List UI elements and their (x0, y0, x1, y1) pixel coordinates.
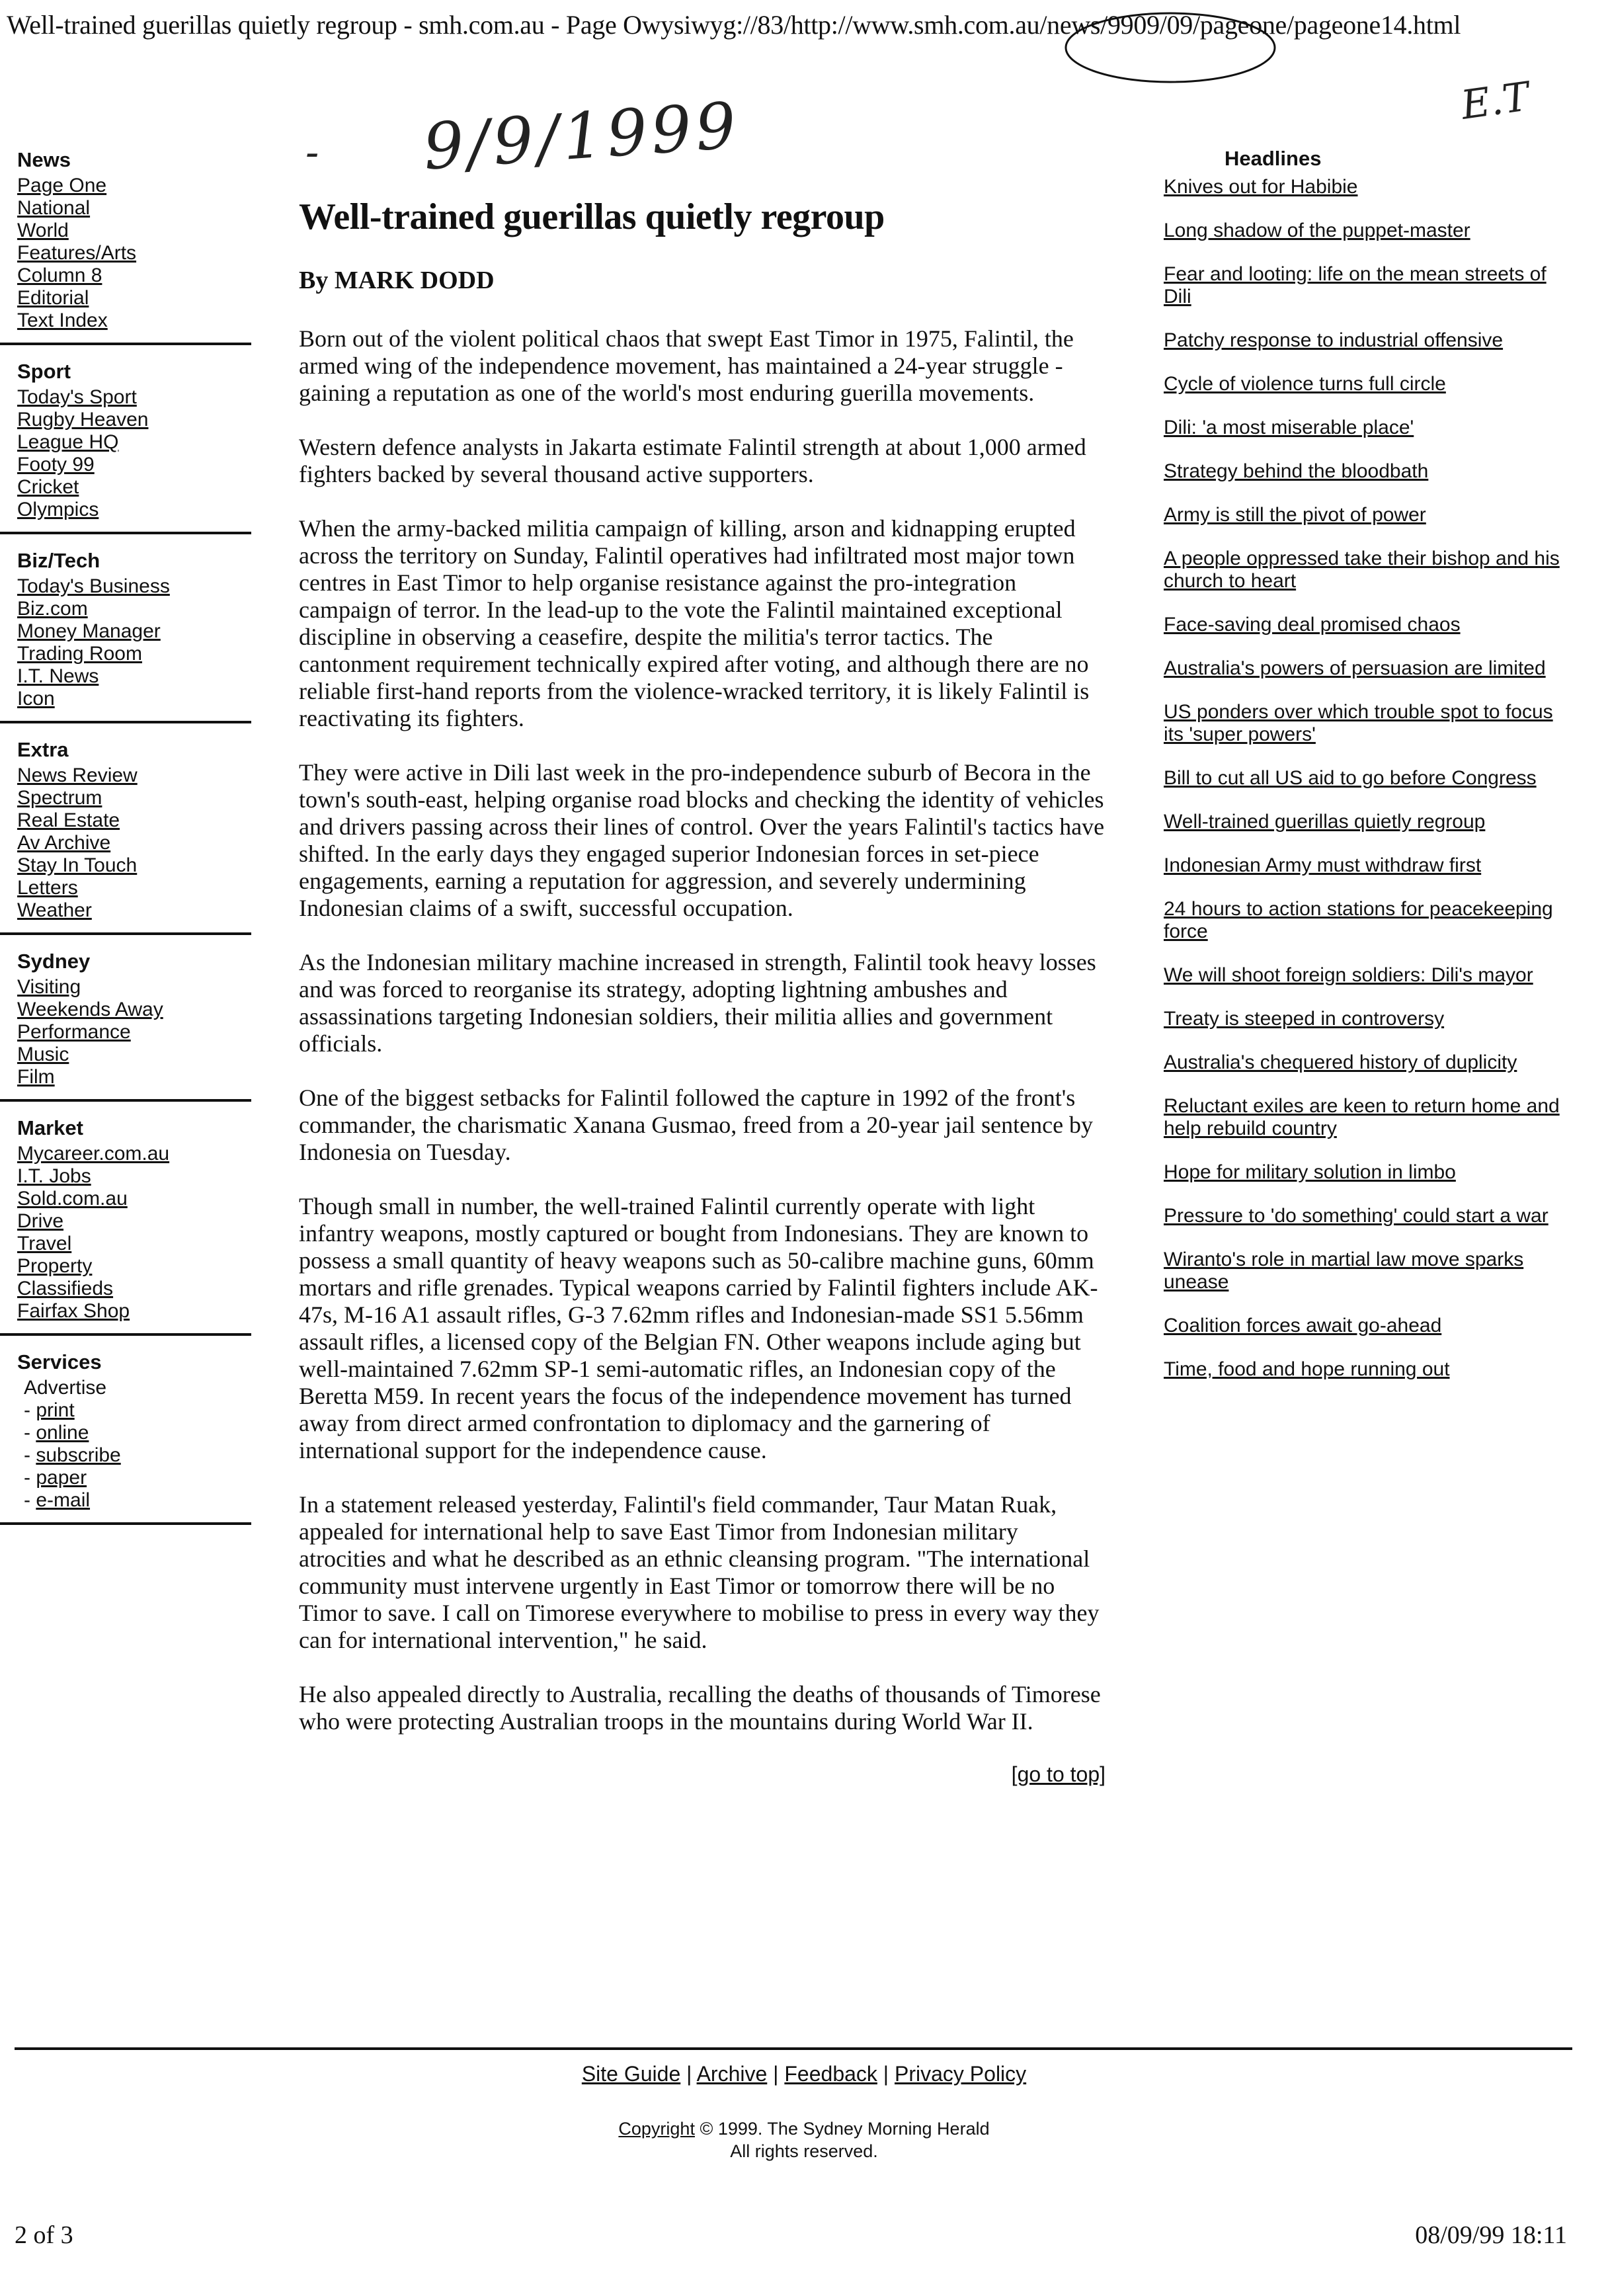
handwritten-circle-mark (1061, 7, 1279, 86)
headline-link[interactable]: Knives out for Habibie (1164, 176, 1358, 198)
nav-link-news-review[interactable]: News Review (17, 764, 138, 786)
nav-link-stay-in-touch[interactable]: Stay In Touch (17, 854, 138, 876)
headline-link[interactable]: Bill to cut all US aid to go before Congress (1164, 767, 1537, 789)
headline-link[interactable]: Hope for military solution in limbo (1164, 1161, 1456, 1183)
article-paragraph: As the Indonesian military machine increased in strength, Falintil took heavy losses and was forced to reorganise its strategy, adopting lightning ambushes and assassinations targeting Indonesian soldiers, their militia allies and government officials. (299, 949, 1096, 1057)
nav-link-print[interactable]: print (36, 1399, 75, 1421)
article-paragraph: Western defence analysts in Jakarta estimate Falintil strength at about 1,000 armed fighters backed by several thousand active supporters. (299, 434, 1086, 487)
nav-link-property[interactable]: Property (17, 1255, 93, 1277)
article-paragraph: He also appealed directly to Australia, recalling the deaths of thousands of Timorese who were protecting Australian troops in the mountains during World War II. (299, 1681, 1101, 1735)
headline-link[interactable]: Pressure to 'do something' could start a war (1164, 1205, 1548, 1227)
nav-link-paper[interactable]: paper (36, 1467, 87, 1489)
nav-link-trading-room[interactable]: Trading Room (17, 643, 142, 665)
article-paragraph: In a statement released yesterday, Falintil's field commander, Taur Matan Ruak, appealed for international help to save East Timor from Indonesian military atrocities and what he described as an ethnic cleansing program. "The international community must intervene urgently in East Timor or tomorrow there will be no Timor to save. I call on Timorese everywhere to mobilise to press in every way they can for international intervention," he said. (299, 1491, 1100, 1653)
nav-link-national[interactable]: National (17, 197, 91, 219)
footer-separator: | (767, 2062, 785, 2086)
nav-link-features-arts[interactable]: Features/Arts (17, 242, 137, 264)
headline-link[interactable]: 24 hours to action stations for peacekeeping force (1164, 898, 1553, 942)
copyright-link[interactable]: Copyright (618, 2119, 695, 2139)
headline-link[interactable]: Australia's chequered history of duplicity (1164, 1051, 1517, 1073)
footer-links (0, 2062, 1608, 2086)
nav-link-cricket[interactable]: Cricket (17, 476, 79, 498)
nav-link-league-hq[interactable]: League HQ (17, 431, 119, 453)
nav-link-mycareer[interactable]: Mycareer.com.au (17, 1143, 170, 1165)
nav-link-world[interactable]: World (17, 220, 69, 241)
copyright-line (0, 2117, 1608, 2140)
nav-link-real-estate[interactable]: Real Estate (17, 809, 120, 831)
nav-link-editorial[interactable]: Editorial (17, 287, 89, 309)
nav-section-sport (0, 357, 251, 534)
article-paragraph: Though small in number, the well-trained Falintil currently operate with light infantry weapons, mostly captured or bought from Indonesians. They are known to possess a small quantity of heavy weapons such as 50-calibre machine guns, 60mm mortars and rifle grenades. Typical weapons carried by Falintil fighters include AK-47s, M-16 A1 assault rifles, G-3 7.62mm rifles and Indonesian-made SS1 5.56mm assault rifles, a licensed copy of the Belgian FN. Other weapons include aging but well-maintained 7.62mm SP-1 semi-automatic rifles, an Indonesian copy of the Beretta M59. In recent years the focus of the independence movement has turned away from direct armed confrontation to diplomacy and the garnering of international support for the independence cause. (299, 1193, 1098, 1463)
article (299, 196, 1106, 1786)
nav-subitem (0, 1399, 251, 1422)
article-paragraph: One of the biggest setbacks for Falintil followed the capture in 1992 of the front's commander, the charismatic Xanana Gusmao, freed from a 20-year jail sentence by Indonesia on Tuesday. (299, 1085, 1094, 1165)
nav-link-letters[interactable]: Letters (17, 877, 78, 899)
headline-link[interactable]: Long shadow of the puppet-master (1164, 220, 1470, 241)
footer-separator: | (877, 2062, 895, 2086)
nav-link-classifieds[interactable]: Classifieds (17, 1278, 114, 1299)
nav-link-it-news[interactable]: I.T. News (17, 665, 99, 687)
article-paragraph: When the army-backed militia campaign of killing, arson and kidnapping erupted across the territory on Sunday, Falintil operatives had infiltrated most major town centres in East Timor to help organise resistance against the pro-integration campaign of terror. In the lead-up to the vote the Falintil maintained exceptional discipline in observing a ceasefire, despite the militia's terror tactics. The cantonment requirement technically expired after voting, and although there are no reliable first-hand reports from the violence-wracked territory, it is likely Falintil is reactivating its fighters. (299, 515, 1090, 731)
nav-heading: News (17, 148, 71, 171)
nav-section-services (0, 1348, 251, 1525)
headline-link[interactable]: Wiranto's role in martial law move sparks unease (1164, 1249, 1524, 1293)
nav-section-market (0, 1114, 251, 1336)
nav-link-weekends-away[interactable]: Weekends Away (17, 999, 163, 1020)
nav-link-e-mail[interactable]: e-mail (36, 1489, 91, 1511)
headlines-title: Headlines (1225, 147, 1322, 170)
handwritten-date: 9/9/1999 (421, 88, 743, 184)
nav-link-olympics[interactable]: Olympics (17, 499, 99, 520)
nav-section-biztech (0, 546, 251, 723)
headline-link[interactable]: Patchy response to industrial offensive (1164, 329, 1504, 351)
footer-divider (15, 2047, 1572, 2050)
nav-sub-dash: - (24, 1444, 30, 1466)
headline-link[interactable]: US ponders over which trouble spot to focus its 'super powers' (1164, 701, 1553, 745)
headline-link[interactable]: Army is still the pivot of power (1164, 504, 1426, 526)
print-page-number: 2 of 3 (15, 2221, 73, 2249)
copyright-notice (0, 2117, 1608, 2162)
headline-link[interactable]: We will shoot foreign soldiers: Dili's mayor (1164, 964, 1533, 986)
nav-heading: Sydney (17, 950, 91, 973)
footer-link-site-guide[interactable]: Site Guide (581, 2062, 681, 2086)
headline-link[interactable]: Cycle of violence turns full circle (1164, 373, 1446, 395)
headline-link[interactable]: Indonesian Army must withdraw first (1164, 854, 1482, 876)
nav-section-extra (0, 735, 251, 935)
nav-link-spectrum[interactable]: Spectrum (17, 787, 102, 809)
nav-link-page-one[interactable]: Page One (17, 175, 107, 196)
nav-link-biz-com[interactable]: Biz.com (17, 598, 88, 620)
go-to-top-link[interactable]: [go to top] (1011, 1762, 1106, 1786)
headline-link[interactable]: Coalition forces await go-ahead (1164, 1315, 1442, 1336)
headline-link[interactable]: Time, food and hope running out (1164, 1358, 1450, 1380)
headlines-column (1164, 147, 1574, 1402)
nav-link-money-manager[interactable]: Money Manager (17, 620, 161, 642)
headline-link[interactable]: Australia's powers of persuasion are limited (1164, 657, 1546, 679)
nav-heading: Biz/Tech (17, 549, 100, 572)
nav-subitem (0, 1467, 251, 1489)
article-paragraph: They were active in Dili last week in the pro-independence suburb of Becora in the town's south-east, helping organise road blocks and checking the identity of vehicles and drivers passing across their lines of control. Over the years Falintil's tactics have shifted. In the early days they engaged superior Indonesian forces in set-piece engagements, earning a reputation for aggression, and severely undermining Indonesian claims of a swift, successful occupation. (299, 759, 1105, 921)
print-datetime: 08/09/99 18:11 (1415, 2221, 1567, 2249)
nav-subitem (0, 1489, 251, 1512)
nav-heading: Sport (17, 360, 71, 383)
article-byline: By MARK DODD (299, 266, 495, 294)
handwritten-dash: - (305, 130, 319, 176)
nav-link-av-archive[interactable]: Av Archive (17, 832, 111, 854)
nav-link-column-8[interactable]: Column 8 (17, 265, 102, 286)
headline-link[interactable]: A people oppressed take their bishop and his church to heart (1164, 548, 1560, 592)
headline-link[interactable]: Strategy behind the bloodbath (1164, 460, 1429, 482)
nav-sub-dash: - (24, 1489, 30, 1511)
headline-link[interactable]: Dili: 'a most miserable place' (1164, 417, 1414, 438)
nav-link-subscribe[interactable]: subscribe (36, 1444, 121, 1466)
nav-link-todays-sport[interactable]: Today's Sport (17, 386, 137, 408)
nav-link-visiting[interactable]: Visiting (17, 976, 81, 998)
nav-heading: Extra (17, 738, 69, 761)
footer-link-feedback[interactable]: Feedback (784, 2062, 877, 2086)
headline-link[interactable]: Fear and looting: life on the mean streets of Dili (1164, 263, 1547, 308)
headline-link[interactable]: Treaty is steeped in controversy (1164, 1008, 1445, 1030)
nav-subitem (0, 1444, 251, 1467)
nav-link-footy-99[interactable]: Footy 99 (17, 454, 95, 475)
nav-section-sydney (0, 947, 251, 1102)
nav-link-text-index[interactable]: Text Index (17, 309, 108, 331)
headline-link[interactable]: Face-saving deal promised chaos (1164, 614, 1461, 636)
nav-link-music[interactable]: Music (17, 1044, 69, 1065)
nav-link-todays-business[interactable]: Today's Business (17, 575, 170, 597)
footer-link-archive[interactable]: Archive (696, 2062, 768, 2086)
nav-subitem (0, 1422, 251, 1444)
nav-heading: Market (17, 1116, 83, 1139)
nav-heading: Services (17, 1350, 102, 1374)
nav-link-drive[interactable]: Drive (17, 1210, 64, 1232)
headline-link[interactable]: Well-trained guerillas quietly regroup (1164, 811, 1486, 833)
nav-text-advertise: Advertise (24, 1377, 107, 1399)
copyright-text: © 1999. The Sydney Morning Herald (694, 2119, 990, 2139)
nav-sub-dash: - (24, 1467, 30, 1489)
article-paragraph: Born out of the violent political chaos that swept East Timor in 1975, Falintil, the armed wing of the independence movement, has maintained a 24-year struggle - gaining a reputation as one of the world's most enduring guerilla movements. (299, 325, 1074, 406)
nav-sub-dash: - (24, 1422, 30, 1444)
article-headline: Well-trained guerillas quietly regroup (299, 196, 885, 237)
nav-section-news (0, 145, 251, 345)
headline-link[interactable]: Reluctant exiles are keen to return home and help rebuild country (1164, 1095, 1560, 1139)
print-header-title: Well-trained guerillas quietly regroup - smh.com.au - Page Owysiwyg://83/http://www.smh.com.au/news/9909/09/pageone/pageone14.html (7, 10, 1461, 40)
nav-link-film[interactable]: Film (17, 1066, 55, 1088)
nav-link-travel[interactable]: Travel (17, 1233, 72, 1254)
sidebar-nav (0, 145, 251, 1537)
handwritten-initials: E.T (1458, 73, 1533, 129)
nav-link-icon[interactable]: Icon (17, 688, 55, 710)
footer-link-privacy-policy[interactable]: Privacy Policy (895, 2062, 1027, 2086)
nav-link-online[interactable]: online (36, 1422, 89, 1444)
nav-link-rugby-heaven[interactable]: Rugby Heaven (17, 409, 149, 430)
rights-reserved: All rights reserved. (730, 2141, 878, 2161)
nav-link-performance[interactable]: Performance (17, 1021, 131, 1043)
nav-sub-dash: - (24, 1399, 30, 1421)
nav-link-fairfax-shop[interactable]: Fairfax Shop (17, 1300, 130, 1322)
nav-link-weather[interactable]: Weather (17, 899, 92, 921)
nav-link-sold-com-au[interactable]: Sold.com.au (17, 1188, 128, 1210)
nav-link-it-jobs[interactable]: I.T. Jobs (17, 1165, 91, 1187)
footer-separator: | (680, 2062, 697, 2086)
